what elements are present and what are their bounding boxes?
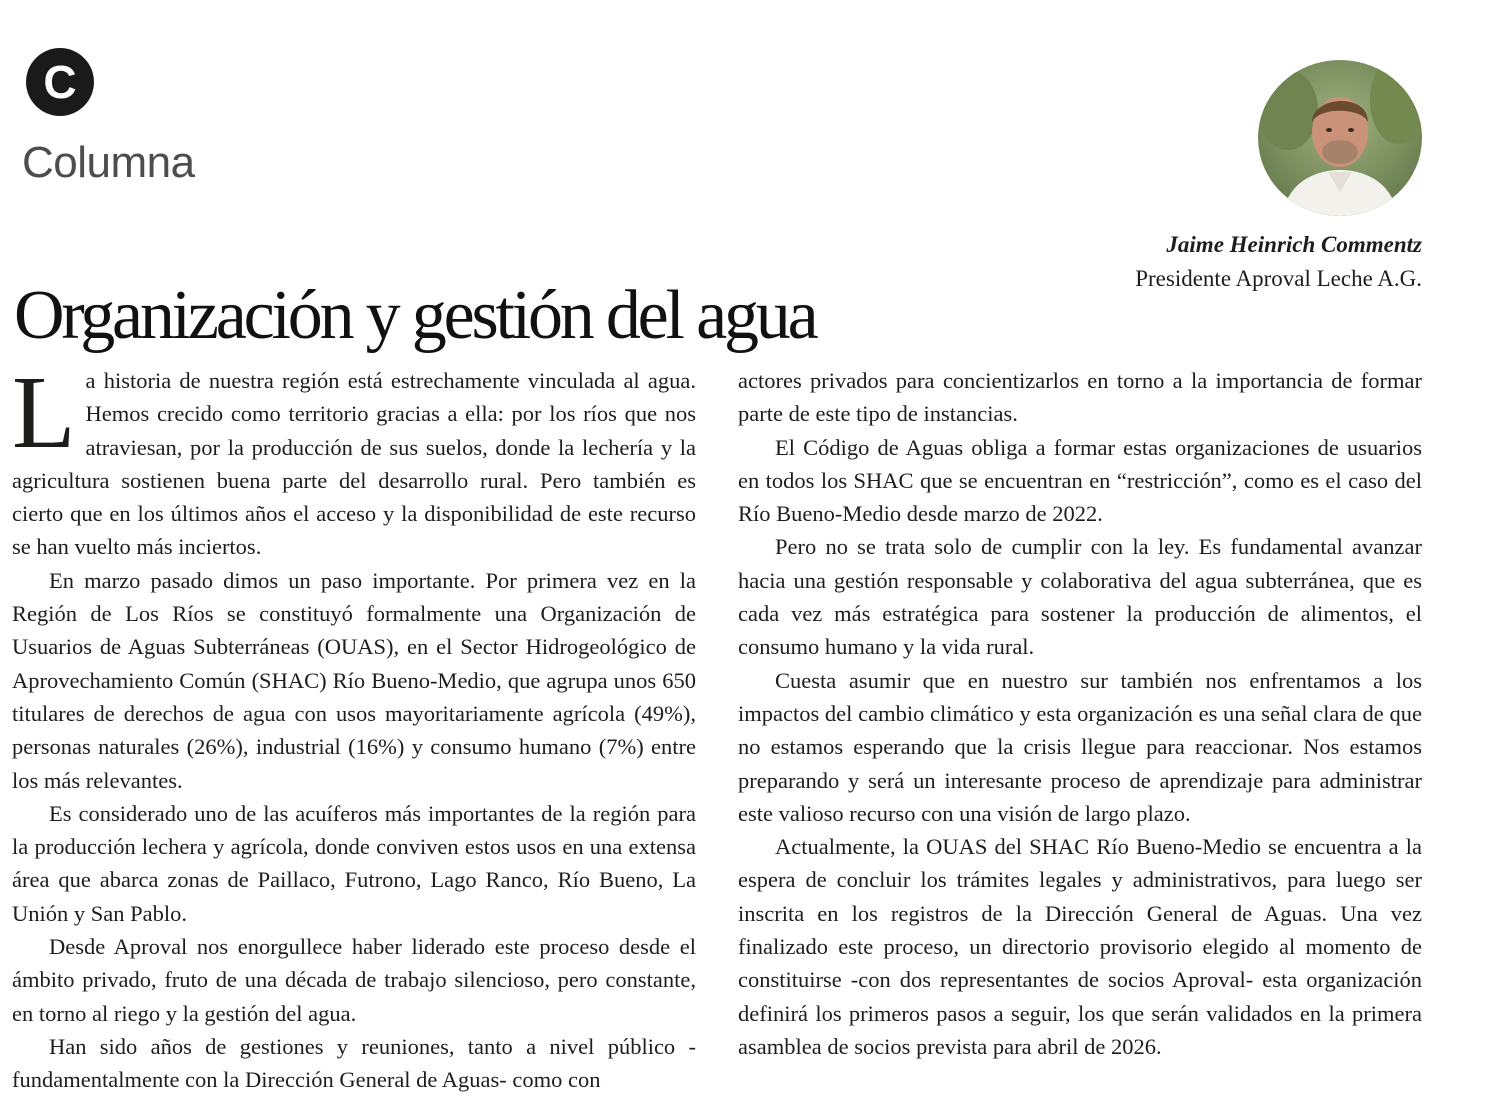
section-label: Columna [22, 138, 195, 187]
paragraph: actores privados para concientizarlos en torno a la importancia de formar parte de este tipo de instancias. [738, 368, 1422, 427]
paragraph: Actualmente, la OUAS del SHAC Río Bueno-Medio se encuentra a la espera de concluir los trámites legales y administrativos, para luego ser inscrita en los registros de la Dirección General de Aguas. Una vez finalizado este proceso, un directorio provisorio elegido al momento de constituirse -con dos representantes de socios Aproval- esta organización definirá los primeros pasos a seguir, los que serán validados en la primera asamblea de socios prevista para abril de 2026. [738, 834, 1422, 1059]
paragraph-text: a historia de nuestra región está estrechamente vinculada al agua. Hemos crecido como territorio gracias a ella: por los ríos que nos atraviesan, por la producción de sus suelos, donde la lechería y la agricultura sostienen buena parte del desarrollo rural. Pero también es cierto que en los últimos años el acceso y la disponibilidad de este recurso se han vuelto más inciertos. [12, 368, 696, 560]
paragraph: En marzo pasado dimos un paso importante. Por primera vez en la Región de Los Ríos se constituyó formalmente una Organización de Usuarios de Aguas Subterráneas (OUAS), en el Sector Hidrogeológico de Aprovechamiento Común (SHAC) Río Bueno-Medio, que agrupa unos 650 titulares de derechos de agua con usos mayoritariamente agrícola (49%), personas naturales (26%), industrial (16%) y consumo humano (7%) entre los más relevantes. [12, 567, 696, 793]
paragraph: Desde Aproval nos enorgullece haber liderado este proceso desde el ámbito privado, fruto de una década de trabajo silencioso, pero constante, en torno al riego y la gestión del agua. [12, 934, 696, 1026]
author-photo [1258, 60, 1422, 216]
paragraph: Cuesta asumir que en nuestro sur también nos enfrentamos a los impactos del cambio climático y esta organización es una señal clara de que no estamos esperando que la crisis llegue para reaccionar. Nos estamos preparando y será un interesante proceso de aprendizaje para administrar este valioso recurso con una visión de largo plazo. [738, 667, 1422, 826]
author-block [1135, 228, 1422, 296]
article-column-1 [12, 355, 696, 1097]
paragraph: Han sido años de gestiones y reuniones, tanto a nivel público -fundamentalmente con la Dirección General de Aguas- como con [12, 1033, 696, 1093]
paragraph: El Código de Aguas obliga a formar estas organizaciones de usuarios en todos los SHAC que se encuentran en “restricción”, como es el caso del Río Bueno-Medio desde marzo de 2022. [738, 434, 1422, 527]
column-badge: C [26, 48, 94, 116]
paragraph: Es considerado uno de las acuíferos más importantes de la región para la producción lechera y agrícola, donde conviven estos usos en una extensa área que abarca zonas de Paillaco, Futrono, Lago Ranco, Río Bueno, La Unión y San Pablo. [12, 800, 696, 926]
paragraph: Pero no se trata solo de cumplir con la ley. Es fundamental avanzar hacia una gestión responsable y colaborativa del agua subterránea, que es cada vez más estratégica para sostener la producción de alimentos, el consumo humano y la vida rural. [738, 534, 1422, 660]
article-headline: Organización y gestión del agua [14, 277, 816, 354]
author-role: Presidente Aproval Leche A.G. [1135, 266, 1422, 291]
author-name: Jaime Heinrich Commentz [1166, 232, 1422, 257]
author-portrait-image [1258, 60, 1422, 216]
article-column-2 [738, 364, 1422, 1063]
drop-cap: L [12, 355, 76, 470]
paragraph [12, 355, 696, 564]
